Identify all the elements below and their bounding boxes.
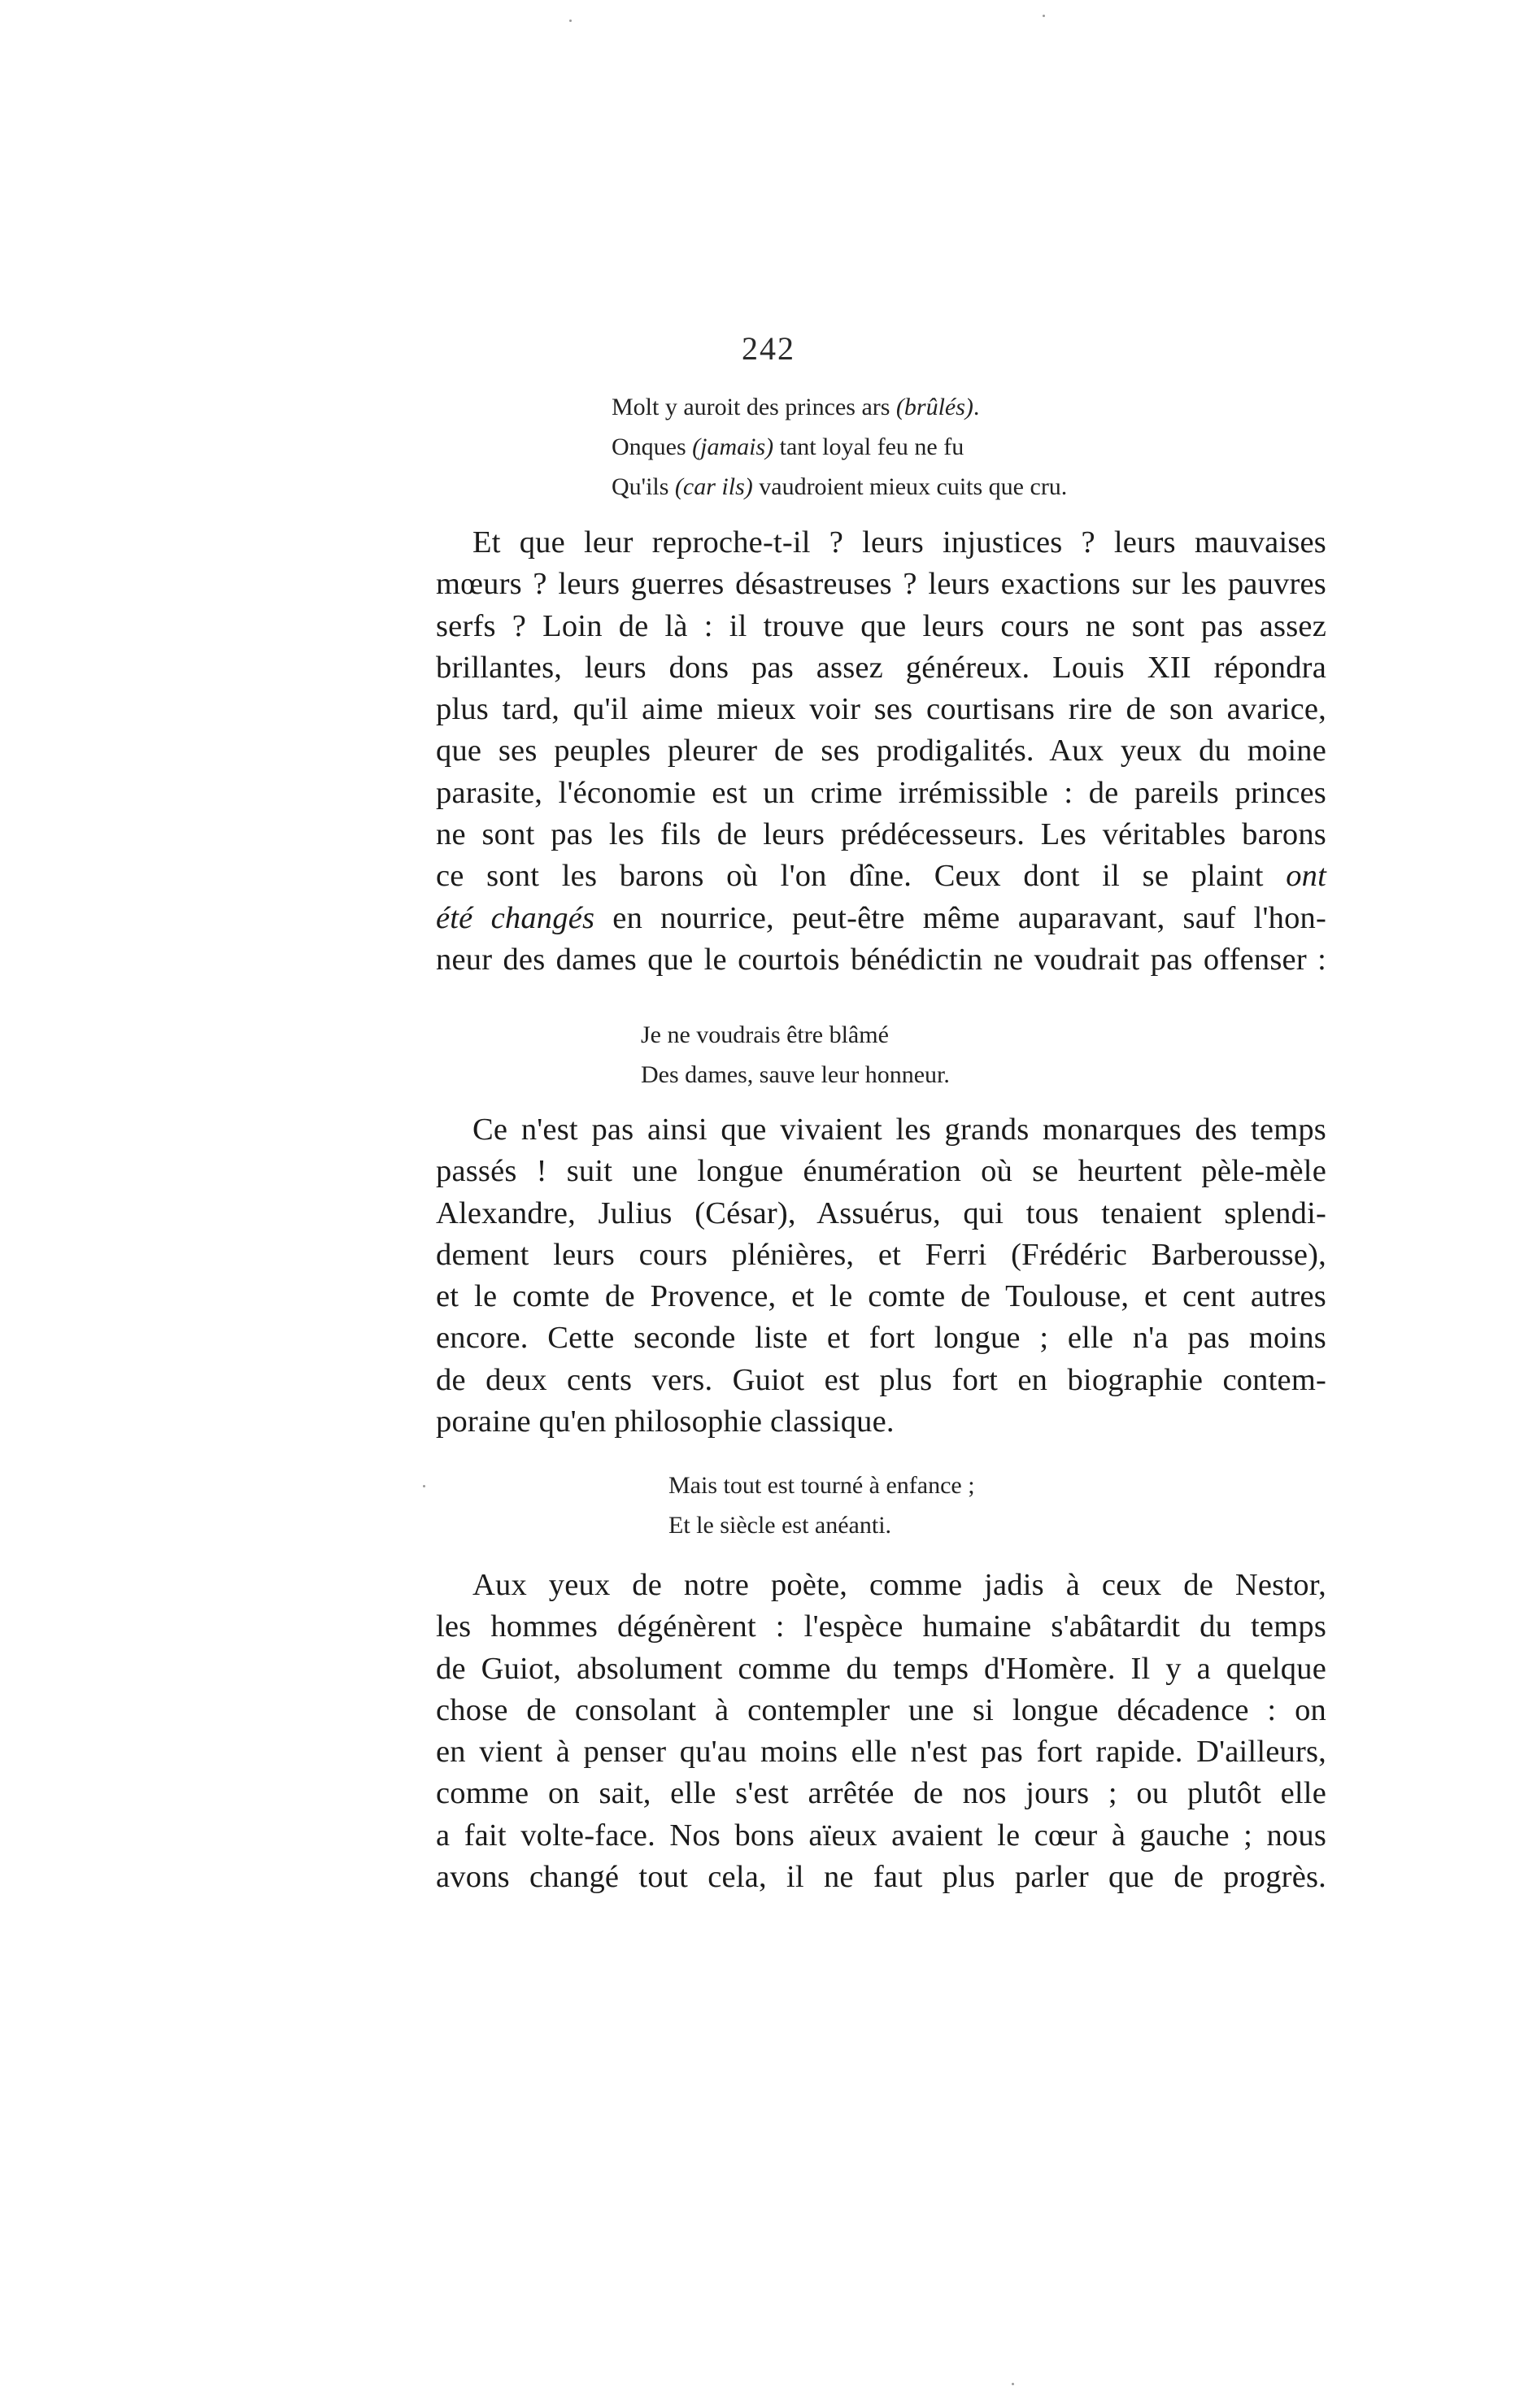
verse-line: Je ne voudrais être blâmé — [641, 1021, 889, 1048]
scan-speck — [569, 20, 572, 22]
text-line: ne sont pas les fils de leurs prédécesseurs. Les véritables barons — [436, 817, 1326, 852]
scan-speck — [423, 1485, 425, 1487]
verse-line: Molt y auroit des princes ars (brûlés). — [612, 394, 980, 420]
verse-line: Onques (jamais) tant loyal feu ne fu — [612, 433, 964, 460]
text-line: neur des dames que le courtois bénédictin ne voudrait pas offenser : — [436, 942, 1326, 977]
text-line: que ses peuples pleurer de ses prodigalités. Aux yeux du moine — [436, 734, 1326, 769]
verse-line: Et le siècle est anéanti. — [668, 1512, 892, 1539]
text-line: en vient à penser qu'au moins elle n'est pas fort rapide. D'ailleurs, — [436, 1735, 1326, 1770]
scan-speck — [1012, 2383, 1014, 2385]
text-line: passés ! suit une longue énumération où se heurtent pèle-mèle — [436, 1154, 1326, 1189]
verse-line: Qu'ils (car ils) vaudroient mieux cuits que cru. — [612, 473, 1068, 500]
text-line: encore. Cette seconde liste et fort longue ; elle n'a pas moins — [436, 1321, 1326, 1356]
text-line: poraine qu'en philosophie classique. — [436, 1404, 895, 1439]
text-line: comme on sait, elle s'est arrêtée de nos jours ; ou plutôt elle — [436, 1776, 1326, 1811]
text-line: Et que leur reproche-t-il ? leurs injustices ? leurs mauvaises — [472, 525, 1326, 560]
text-line: mœurs ? leurs guerres désastreuses ? leurs exactions sur les pauvres — [436, 567, 1326, 602]
text-line: et le comte de Provence, et le comte de Toulouse, et cent autres — [436, 1279, 1326, 1314]
verse-line: Des dames, sauve leur honneur. — [641, 1061, 950, 1088]
text-line: brillantes, leurs dons pas assez généreux. Louis XII répondra — [436, 650, 1326, 685]
paragraph-1 — [436, 522, 1326, 981]
text-line: Aux yeux de notre poète, comme jadis à ceux de Nestor, — [472, 1568, 1326, 1602]
text-line: dement leurs cours plénières, et Ferri (Frédéric Barberousse), — [436, 1237, 1326, 1272]
text-line: plus tard, qu'il aime mieux voir ses courtisans rire de son avarice, — [436, 692, 1326, 727]
verse-line: Mais tout est tourné à enfance ; — [668, 1472, 975, 1499]
text-line: de deux cents vers. Guiot est plus fort en biographie contem- — [436, 1362, 1326, 1397]
verse-quote-2 — [641, 1015, 950, 1095]
text-line: de Guiot, absolument comme du temps d'Homère. Il y a quelque — [436, 1651, 1326, 1686]
text-line: parasite, l'économie est un crime irrémissible : de pareils princes — [436, 775, 1326, 810]
page-number: 242 — [742, 330, 795, 367]
text-line: les hommes dégénèrent : l'espèce humaine s'abâtardit du temps — [436, 1609, 1326, 1644]
text-line: été changés en nourrice, peut-être même auparavant, sauf l'hon- — [436, 900, 1327, 935]
scan-speck — [1043, 15, 1045, 17]
text-line: serfs ? Loin de là : il trouve que leurs cours ne sont pas assez — [436, 608, 1326, 643]
text-line: chose de consolant à contempler une si longue décadence : on — [436, 1692, 1326, 1727]
text-line: Ce n'est pas ainsi que vivaient les grands monarques des temps — [472, 1113, 1326, 1147]
paragraph-3 — [436, 1565, 1326, 1898]
text-line: a fait volte-face. Nos bons aïeux avaient le cœur à gauche ; nous — [436, 1818, 1326, 1853]
verse-quote-1 — [612, 387, 1067, 507]
text-line: avons changé tout cela, il ne faut plus parler que de progrès. — [436, 1860, 1326, 1895]
verse-quote-3 — [668, 1465, 975, 1545]
paragraph-2 — [436, 1109, 1326, 1443]
text-line: Alexandre, Julius (César), Assuérus, qui tous tenaient splendi- — [436, 1195, 1326, 1230]
text-line: ce sont les barons où l'on dîne. Ceux dont il se plaint ont — [436, 859, 1326, 894]
